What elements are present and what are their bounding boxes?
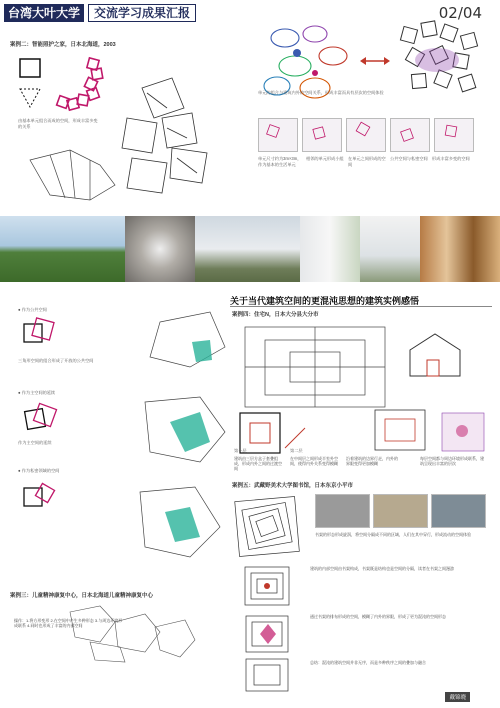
case5-text-4: 总结：混沌的建筑空间并非无序，而是多种秩序之间的叠加与融合: [310, 660, 426, 665]
report-title: 交流学习成果汇报: [88, 4, 196, 22]
photo-strip: [0, 216, 500, 282]
case3-text: 操作：1.将方形变形 2.在空间中产生多种形态 3.与周边环境形成联系 4.同时也形成了丰富的内部空间: [14, 618, 123, 629]
case4-text-2: 在中间层之间形成半室外空间，使得内外关系变得模糊: [290, 456, 338, 467]
photo-landscape: [0, 216, 125, 282]
photo-white-blocks: [195, 216, 300, 282]
case3-site-plan: [60, 602, 200, 662]
case5-spiral-2: [240, 562, 300, 612]
case5-photo-2: [373, 494, 428, 528]
case5-text-1: 书架的形态形成旋涡，将空间分隔成不同的区域，人们在其中穿行，形成流动的空间体验: [315, 532, 471, 537]
photo-house-n: [360, 216, 420, 282]
photo-library-shelves: [420, 216, 500, 282]
case5-spiral-4: [240, 655, 300, 695]
section-heading: 关于当代建筑空间的更混沌思想的建筑实例感悟: [230, 296, 420, 306]
case5-text-2: 建筑的内部空间由书架构成，书架既是结构也是空间的分隔，读者在书架之间漫游: [310, 566, 454, 571]
case2-section-plan: [30, 150, 120, 205]
case5-spiral-1: [232, 494, 312, 564]
case4-title: 案例四：住宅N，日本大分县大分市: [232, 312, 319, 318]
case3-plans: [130, 312, 230, 572]
text-col-1: 单元尺寸约为3m×3m，作为基本的生活单元: [258, 156, 302, 167]
label-second-floor: 第二层: [290, 448, 303, 453]
comparison-arrow: [360, 55, 390, 67]
private-diagram: [20, 480, 60, 514]
thumb-drawings: [258, 118, 474, 152]
text-col-2: 相邻的单元形成小组: [306, 156, 344, 161]
page-number: 02/04: [438, 4, 482, 22]
case4-text-3: 沿着建筑的边界行走，内外的界限变得更加模糊: [346, 456, 398, 467]
photo-tree-house: [300, 216, 360, 282]
case4-house-icon: [405, 330, 485, 380]
case5-title: 案例五：武藏野美术大学图书馆，日本东京小平市: [232, 483, 354, 489]
case5-spiral-3: [240, 610, 300, 660]
case5-photo-3: [431, 494, 486, 528]
case2-note: 由基本单元组合而成的空间，形成丰富多变的关系: [18, 118, 98, 129]
case5-photo-1: [315, 494, 370, 528]
note-private: ● 作为私密领域的空间: [18, 468, 60, 473]
author-badge: 戴锦晓: [445, 692, 470, 702]
public-diagram: [20, 318, 60, 348]
photo-model: [125, 216, 195, 282]
text-col-5: 形成丰富多变的空间: [432, 156, 470, 161]
case5-text-3: 通过书架的排布形成的空间，模糊了内外的界限，形成了更为混沌的空间形态: [310, 614, 446, 619]
note-public: ● 作为公共空间: [18, 307, 47, 312]
text-col-3: 在单元之间形成的空间: [348, 156, 386, 167]
case4-text-4: 每层空间都与周边环境形成联系，建筑呈现出丰富的层次: [420, 456, 484, 467]
note-continuation: ● 作为主空间的延续: [18, 390, 56, 395]
continuation-text: 作为主空间的延续: [18, 440, 52, 445]
label-first-floor: 第一层: [234, 448, 247, 453]
continuation-diagram: [20, 402, 60, 436]
case4-text-1: 建筑由三层方盒子套叠组成，形成内外之间的过渡空间: [234, 456, 282, 472]
case3-title: 案例三：儿童精神康复中心，日本北海道儿童精神康复中心: [10, 593, 154, 599]
school-title: 台湾大叶大学: [4, 4, 84, 22]
public-text: 三角形空间的组合形成了开放的公共空间: [18, 358, 94, 363]
case2-title: 案例二：智能照护之家，日本北海道，2003: [10, 42, 116, 48]
case2-floor-plan: [112, 78, 242, 203]
heading-divider: [230, 306, 492, 307]
text-col-4: 公共空间与私密空间: [390, 156, 428, 161]
case4-plan: [235, 322, 405, 412]
diagram-caption: 单元的组合与建筑内外的空间关系，形成丰富而具有层次的空间体验: [258, 90, 384, 95]
